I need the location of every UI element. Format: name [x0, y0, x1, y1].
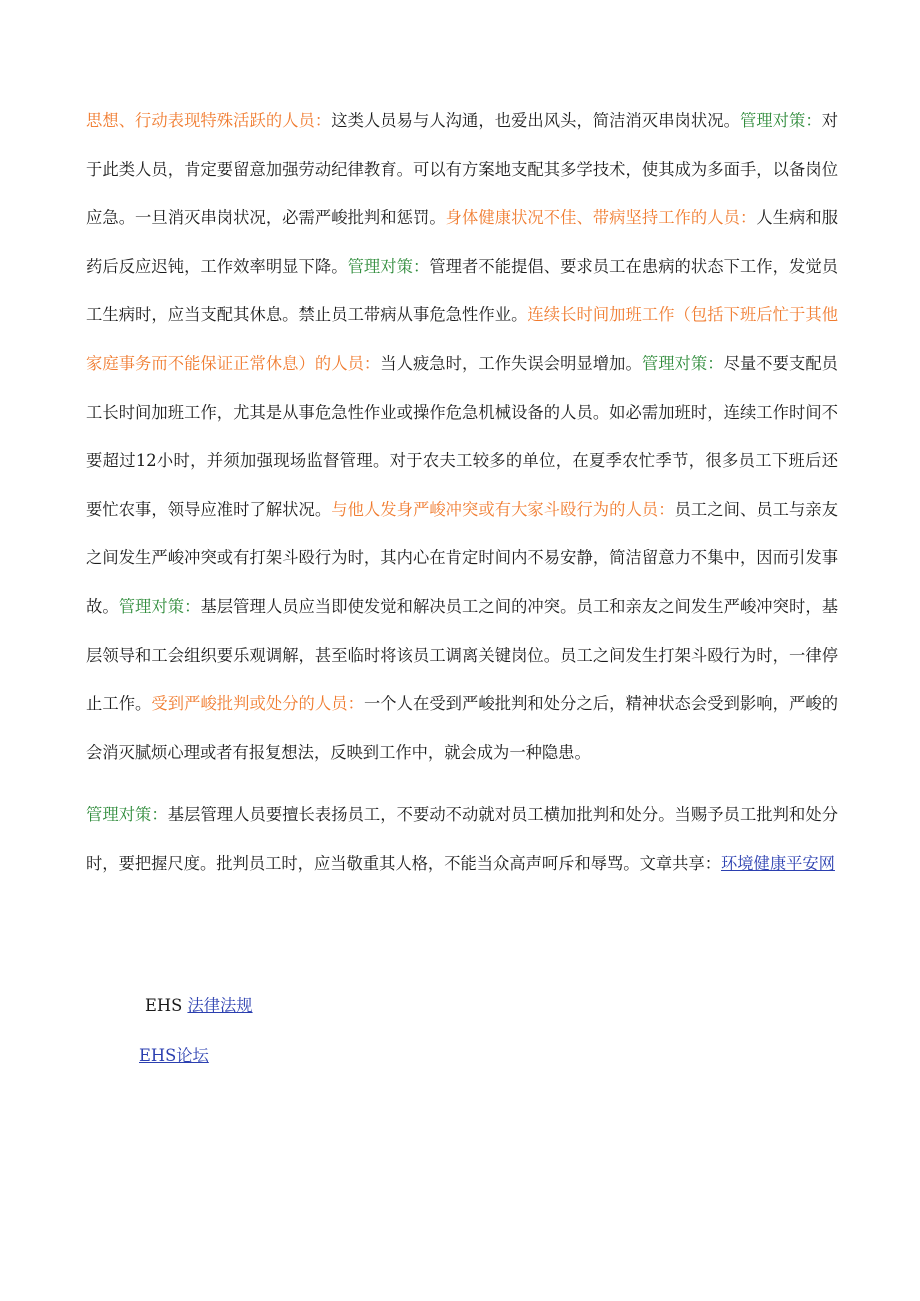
strategy-label: 管理对策： [739, 111, 822, 130]
section-heading: 与他人发身严峻冲突或有大家斗殴行为的人员： [331, 499, 675, 519]
ehs-site-link[interactable]: 环境健康平安网 [720, 853, 835, 873]
section-heading: 连续长时间加班工作（包括下班后忙于其他家庭事务而不能保证正常休息）的人员： [86, 305, 838, 373]
body-text: 基层管理人员应当即使发觉和解决员工之间的冲突。员工和亲友之间发生严峻冲突时，基层领导和工会组织要乐观调解，甚至临时将该员工调离关键岗位。员工之间发生打架斗殴行为时，一律停止工作。 [86, 596, 838, 714]
strategy-label: 管理对策： [86, 805, 168, 825]
body-text: 当人疲急时，工作失误会明显增加。 [380, 353, 642, 373]
body-text: 员工之间、员工与亲友之间发生严峻冲突或有打架斗殴行为时，其内心在肯定时间内不易安静，简洁留意力不集中，因而引发事故。 [86, 499, 838, 616]
ehs-regulations-link[interactable]: 法律法规 [187, 996, 253, 1015]
strategy-label: 管理对策： [641, 353, 724, 373]
section-heading: 身体健康状况不佳、带病坚持工作的人员： [445, 208, 757, 228]
paragraph-2 [86, 791, 838, 888]
section-heading: 思想、行动表现特殊活跃的人员： [86, 111, 332, 130]
ehs-regulations-line [145, 994, 253, 1018]
body-text: 这类人员易与人沟通，也爱出风头，简洁消灭串岗状况。 [331, 111, 740, 130]
section-heading: 受到严峻批判或处分的人员： [151, 694, 364, 714]
body-text: 一个人在受到严峻批判和处分之后，精神状态会受到影响，严峻的会消灭腻烦心理或者有报复想法，反映到工作中，就会成为一种隐患。 [86, 694, 838, 762]
ehs-forum-line [139, 1044, 209, 1068]
body-text: 人生病和服药后反应迟钝，工作效率明显下降。 [86, 208, 838, 276]
body-text: 基层管理人员要擅长表扬员工，不要动不动就对员工横加批判和处分。当赐予员工批判和处分时，要把握尺度。批判员工时，应当敬重其人格，不能当众高声呵斥和辱骂。文章共享： [86, 805, 838, 873]
ehs-prefix: EHS [145, 996, 183, 1015]
body-text: 管理者不能提倡、要求员工在患病的状态下工作，发觉员工生病时，应当支配其休息。禁止员工带病从事危急性作业。 [86, 256, 838, 325]
ehs-forum-link[interactable]: EHS论坛 [139, 1046, 209, 1065]
body-text: 尽量不要支配员工长时间加班工作，尤其是从事危急性作业或操作危急机械设备的人员。如必需加班时，连续工作时间不要超过12小时，并须加强现场监督管理。对于农夫工较多的单位，在夏季农忙季节，很多员工下班后还要忙农事，领导应准时了解状况。 [86, 353, 838, 519]
strategy-label: 管理对策： [347, 256, 430, 276]
body-text: 对于此类人员，肯定要留意加强劳动纪律教育。可以有方案地支配其多学技术，使其成为多面手，以备岗位应急。一旦消灭串岗状况，必需严峻批判和惩罚。 [86, 111, 838, 228]
strategy-label: 管理对策： [118, 596, 201, 616]
paragraph-1 [86, 97, 838, 777]
document-body [86, 97, 838, 889]
